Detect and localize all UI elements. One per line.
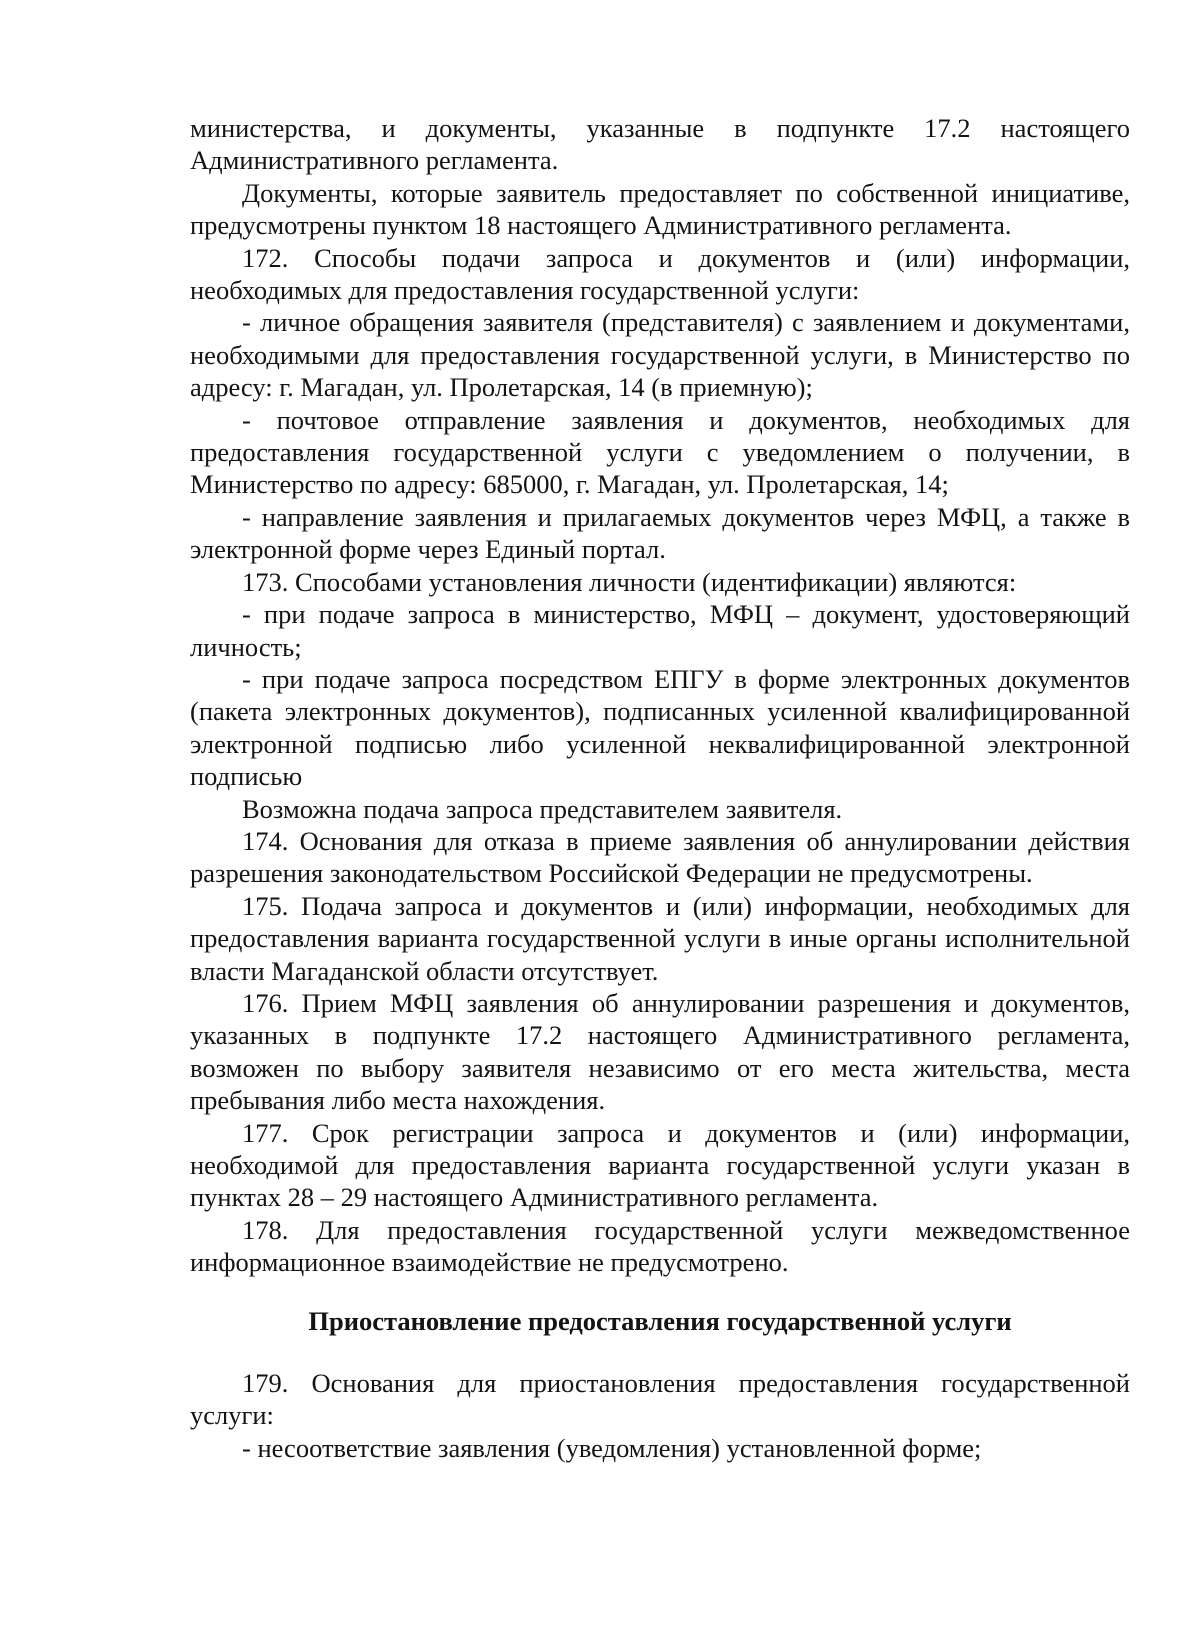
paragraph-174: 174. Основания для отказа в приеме заявления об аннулировании действия разрешения законодательством Российской Федерации не предусмотрены. <box>190 825 1130 889</box>
paragraph-175: 175. Подача запроса и документов и (или) информации, необходимых для предоставления варианта государственной услуги в иные органы исполнительной власти Магаданской области отсутствует. <box>190 890 1130 986</box>
paragraph-177: 177. Срок регистрации запроса и документов и (или) информации, необходимой для предоставления варианта государственной услуги указан в пунктах 28 – 29 настоящего Административного регламента. <box>190 1117 1130 1213</box>
paragraph-172: 172. Способы подачи запроса и документов и (или) информации, необходимых для предоставления государственной услуги: <box>190 242 1130 306</box>
section-heading: Приостановление предоставления государственной услуги <box>308 1305 1012 1336</box>
list-item-ministry-mfc: - при подаче запроса в министерство, МФЦ – документ, удостоверяющий личность; <box>190 599 1130 662</box>
paragraph-continuation: министерства, и документы, указанные в подпункте 17.2 настоящего Административного регламента. <box>190 113 1130 176</box>
paragraph-own-initiative-documents: Документы, которые заявитель предоставляет по собственной инициативе, предусмотрены пунктом 18 настоящего Административного регламента. <box>190 177 1130 241</box>
paragraph-173: 173. Способами установления личности (идентификации) являются: <box>242 566 1017 597</box>
document-body <box>190 112 1130 1464</box>
paragraph-179: 179. Основания для приостановления предоставления государственной услуги: <box>190 1368 1130 1431</box>
list-item-postal: - почтовое отправление заявления и документов, необходимых для предоставления государственной услуги с уведомлением о получении, в Министерство по адресу: 685000, г. Магадан, ул. Пролетарская, 14; <box>190 404 1130 500</box>
paragraph-176: 176. Прием МФЦ заявления об аннулировании разрешения и документов, указанных в подпункте 17.2 настоящего Административного регламента, возможен по выбору заявителя независимо от его места жительства, места пребывания либо места нахождения. <box>190 987 1130 1116</box>
list-item-personal-visit: - личное обращения заявителя (представителя) с заявлением и документами, необходимыми для предоставления государственной услуги, в Министерство по адресу: г. Магадан, ул. Пролетарская, 14 (в приемную); <box>190 307 1130 403</box>
paragraph-representative: Возможна подача запроса представителем заявителя. <box>242 793 843 824</box>
list-item-epgu: - при подаче запроса посредством ЕПГУ в форме электронных документов (пакета электронных документов), подписанных усиленной квалифицированной электронной подписью либо усиленной неквалифицированной электронной подписью <box>190 663 1130 792</box>
list-item-mfc-portal: - направление заявления и прилагаемых документов через МФЦ, а также в электронной форме через Единый портал. <box>190 501 1130 565</box>
paragraph-178: 178. Для предоставления государственной услуги межведомственное информационное взаимодействие не предусмотрено. <box>190 1214 1130 1278</box>
list-item-form-mismatch: - несоответствие заявления (уведомления) установленной форме; <box>242 1432 982 1463</box>
